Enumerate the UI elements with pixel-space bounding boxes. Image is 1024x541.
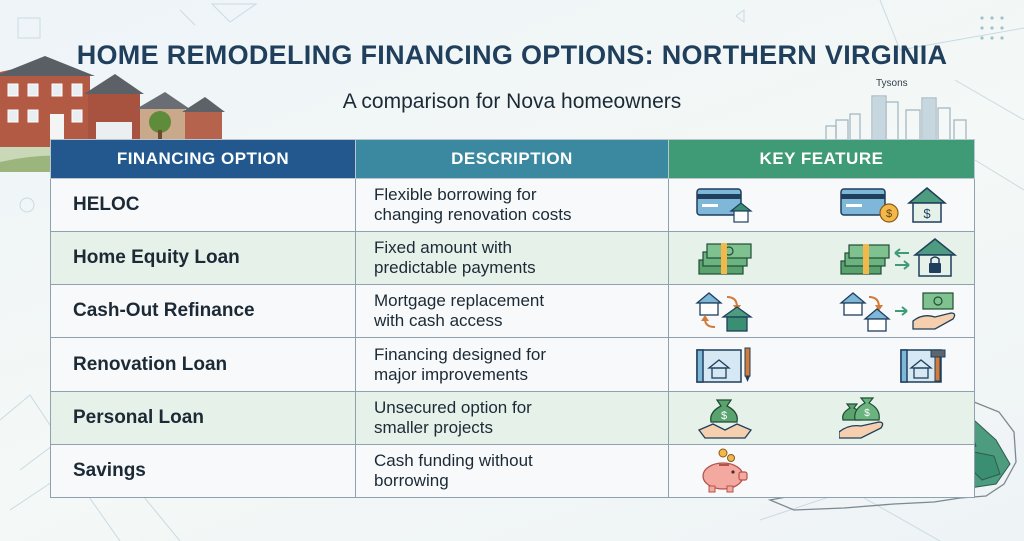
option-description (356, 444, 669, 497)
option-description (356, 232, 669, 285)
key-feature-cell (669, 232, 975, 285)
financing-comparison-table (50, 139, 975, 498)
money-bags-hand-icon (839, 396, 949, 440)
option-name: Cash-Out Refinance (51, 285, 356, 338)
svg-text:$: $ (923, 206, 931, 222)
money-bag-handshake-icon (695, 396, 755, 440)
key-feature-cell (669, 285, 975, 338)
key-feature-cell (669, 338, 975, 391)
column-header-feature: KEY FEATURE (669, 140, 975, 179)
description-line: with cash access (374, 311, 503, 331)
table-header-row (51, 140, 975, 179)
description-line: Unsecured option for (374, 397, 532, 417)
table-row-savings (51, 444, 975, 497)
description-line: Cash funding without (374, 450, 533, 470)
cash-stack-icon (695, 238, 755, 278)
house-swap-icon (695, 289, 755, 333)
credit-card-coin-house-icon (839, 185, 949, 225)
skyline-label: Tysons (876, 78, 908, 89)
description-line: Financing designed for (374, 344, 547, 364)
column-header-description: DESCRIPTION (356, 140, 669, 179)
description-line: Fixed amount with (374, 238, 512, 258)
description-line: changing renovation costs (374, 205, 572, 225)
key-feature-cell (669, 444, 975, 497)
table-row-renovation-loan (51, 338, 975, 391)
credit-card-house-icon (695, 185, 755, 225)
option-name: HELOC (51, 179, 356, 232)
blueprint-hammer-icon (839, 344, 949, 386)
description-line: Mortgage replacement (374, 291, 545, 311)
description-line: smaller projects (374, 417, 494, 437)
description-line: major improvements (374, 364, 528, 384)
option-description (356, 285, 669, 338)
svg-text:$: $ (885, 208, 893, 221)
key-feature-cell (669, 179, 975, 232)
page-subtitle: A comparison for Nova homeowners (342, 90, 682, 113)
table-row-cash-out-refinance (51, 285, 975, 338)
piggy-bank-icon (695, 448, 755, 494)
svg-text:$: $ (720, 409, 728, 422)
option-description (356, 338, 669, 391)
option-name: Personal Loan (51, 391, 356, 444)
option-name: Savings (51, 444, 356, 497)
svg-text:$: $ (864, 407, 870, 419)
house-swap-cash-hand-icon (839, 289, 959, 333)
description-line: predictable payments (374, 258, 536, 278)
page-title: HOME REMODELING FINANCING OPTIONS: NORTHERN VIRGINIA (76, 40, 948, 70)
option-description (356, 179, 669, 232)
cash-exchange-locked-house-icon (839, 237, 959, 279)
key-feature-cell (669, 391, 975, 444)
option-name: Home Equity Loan (51, 232, 356, 285)
table-row-home-equity-loan (51, 232, 975, 285)
column-header-option: FINANCING OPTION (51, 140, 356, 179)
description-line: Flexible borrowing for (374, 185, 537, 205)
option-description (356, 391, 669, 444)
option-name: Renovation Loan (51, 338, 356, 391)
table-row-heloc (51, 179, 975, 232)
description-line: borrowing (374, 470, 449, 490)
table-row-personal-loan (51, 391, 975, 444)
blueprint-pencil-icon (695, 344, 755, 386)
